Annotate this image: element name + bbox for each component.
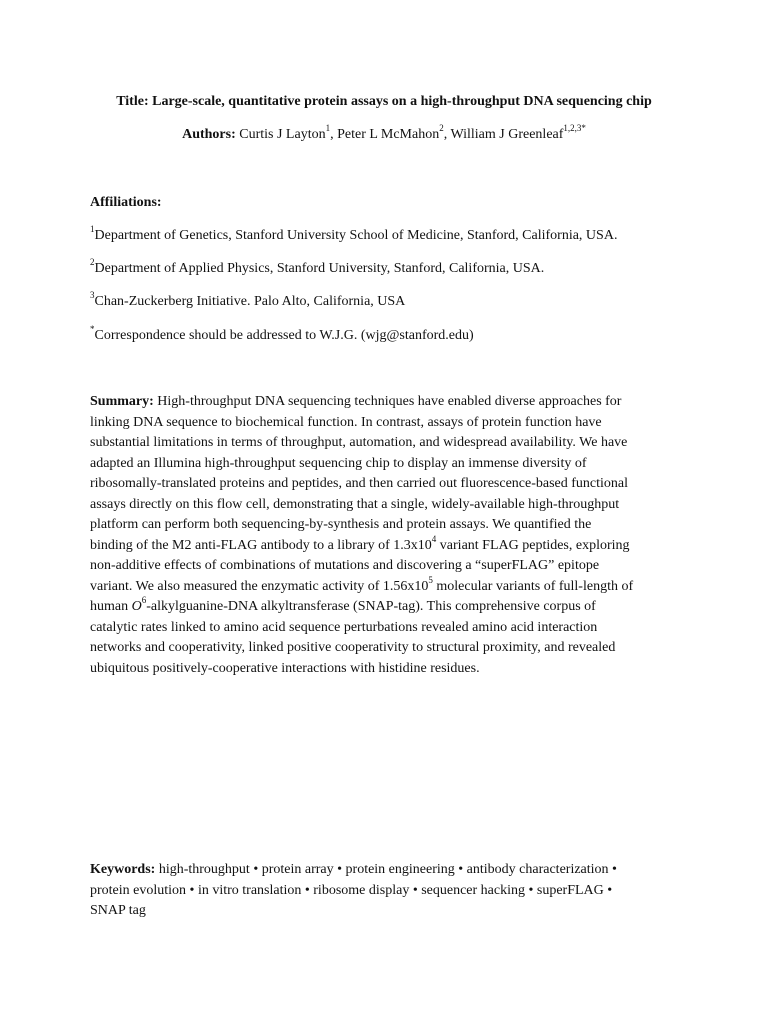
keywords-text: high-throughput • protein array • protein engineering • antibody characterization • — [155, 862, 617, 877]
affiliation-sup: * — [90, 324, 95, 335]
summary-text: High-throughput DNA sequencing techniques have enabled diverse approaches for — [153, 394, 622, 409]
author-affiliation-sup: 1,2,3* — [563, 123, 586, 134]
summary-line — [90, 597, 690, 618]
affiliation-text: Chan-Zuckerberg Initiative. Palo Alto, California, USA — [94, 294, 406, 309]
author-affiliation-sup: 2 — [439, 123, 444, 134]
summary-line: networks and cooperativity, linked positive cooperativity to structural proximity, and revealed — [90, 640, 616, 655]
author-affiliation-sup: 1 — [325, 123, 331, 134]
summary-text: human — [90, 599, 132, 614]
summary-line: adapted an Illumina high-throughput sequencing chip to display an immense diversity of — [90, 455, 587, 471]
affiliation-text: Department of Genetics, Stanford University School of Medicine, Stanford, California, USA. — [94, 228, 618, 243]
summary-line: platform can perform both sequencing-by-synthesis and protein assays. We quantified the — [90, 517, 592, 532]
summary-line: substantial limitations in terms of throughput, automation, and widespread availability. We have — [90, 435, 628, 450]
summary-line — [90, 574, 690, 598]
keywords-line: SNAP tag — [90, 903, 146, 918]
author-name: William J Greenleaf — [450, 127, 564, 142]
summary-line — [90, 392, 690, 413]
affiliation-sup: 1 — [90, 224, 95, 235]
affiliation-item — [90, 226, 690, 247]
summary-text: variant. We also measured the enzymatic activity of 1.56x10 — [90, 578, 429, 594]
affiliation-item — [90, 292, 690, 313]
exponent-sup: 5 — [428, 574, 433, 585]
keywords-line: protein evolution • in vitro translation • ribosome display • sequencer hacking • superFLAG • — [90, 882, 613, 898]
summary-text: binding of the M2 anti-FLAG antibody to a library of 1.3x10 — [90, 537, 432, 553]
affiliation-sup: 3 — [90, 290, 95, 301]
exponent-sup: 6 — [141, 595, 147, 606]
summary-label: Summary: — [90, 394, 154, 409]
authors-label: Authors: — [182, 127, 236, 142]
affiliation-item — [90, 326, 690, 347]
author-list — [0, 125, 768, 146]
keywords-paragraph — [90, 860, 690, 922]
paper-title — [0, 92, 768, 113]
summary-line: non-additive effects of combinations of mutations and discovering a “superFLAG” epitope — [90, 558, 600, 573]
italic-o: O — [131, 599, 142, 614]
author-separator: , — [443, 127, 451, 142]
summary-line: ribosomally-translated proteins and peptides, and then carried out fluorescence-based functional — [90, 476, 629, 491]
summary-line — [90, 533, 690, 557]
summary-line: assays directly on this flow cell, demonstrating that a single, widely-available high-throughput — [90, 496, 620, 512]
affiliation-item — [90, 259, 690, 280]
summary-line: catalytic rates linked to amino acid sequence perturbations revealed amino acid interaction — [90, 619, 598, 635]
summary-text: -alkylguanine-DNA alkyltransferase (SNAP-tag). This comprehensive corpus of — [146, 599, 596, 614]
author-separator: , — [330, 127, 338, 142]
summary-text: variant FLAG peptides, exploring — [436, 537, 630, 553]
affiliation-sup: 2 — [90, 257, 95, 268]
title-text: Large-scale, quantitative protein assays on a high-throughput DNA sequencing chip — [152, 94, 652, 109]
affiliation-text: Department of Applied Physics, Stanford University, Stanford, California, USA. — [94, 261, 545, 276]
summary-line: ubiquitous positively-cooperative interactions with histidine residues. — [90, 660, 480, 676]
summary-paragraph — [90, 392, 690, 679]
summary-line: linking DNA sequence to biochemical function. In contrast, assays of protein function have — [90, 414, 602, 430]
affiliations-heading: Affiliations: — [90, 195, 162, 210]
summary-text: molecular variants of full-length of — [432, 578, 634, 594]
affiliation-text: Correspondence should be addressed to W.J.G. (wjg@stanford.edu) — [94, 328, 474, 343]
author-name: Curtis J Layton — [239, 127, 326, 142]
keywords-label: Keywords: — [90, 862, 156, 877]
exponent-sup: 4 — [431, 533, 437, 544]
title-label: Title: — [116, 94, 149, 109]
keywords-line — [90, 860, 690, 881]
author-name: Peter L McMahon — [337, 127, 440, 142]
